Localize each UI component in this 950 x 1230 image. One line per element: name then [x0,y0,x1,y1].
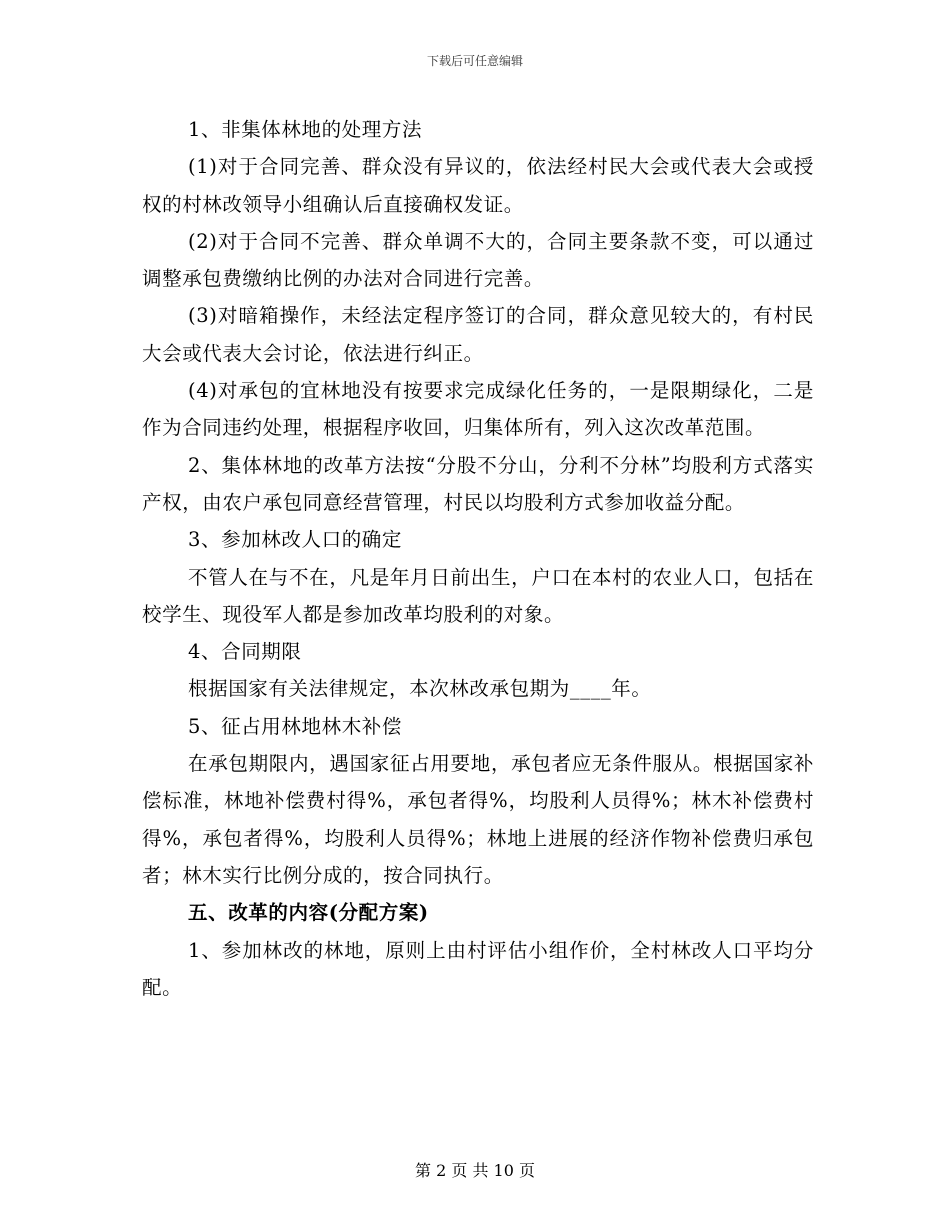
page-footer-number: 第 2 页 共 10 页 [415,1161,535,1180]
heading-non-collective-forest: 1、非集体林地的处理方法 [188,118,423,141]
paragraph-collective-forest-reform: 2、集体林地的改革方法按“分股不分山，分利不分林”均股利方式落实产权，由农户承包同意经营管理，村民以均股利方式参加收益分配。 [142,453,814,514]
heading-contract-term: 4、合同期限 [188,640,302,664]
paragraph-distribution: 1、参加林改的林地，原则上由村评估小组作价，全村林改人口平均分配。 [142,938,814,999]
paragraph-item-4: (4)对承包的宜林地没有按要求完成绿化任务的，一是限期绿化，二是作为合同违约处理，根据程序收回，归集体所有，列入这次改革范围。 [142,379,814,440]
paragraph-item-1: (1)对于合同完善、群众没有异议的，依法经村民大会或代表大会或授权的村林改领导小组确认后直接确权发证。 [142,155,814,216]
section-heading-reform-content: 五、改革的内容(分配方案) [188,901,429,925]
heading-compensation: 5、征占用林地林木补偿 [188,714,403,738]
document-body [142,111,814,1006]
heading-population-determination: 3、参加林改人口的确定 [188,528,403,552]
paragraph-contract-term: 根据国家有关法律规定，本次林改承包期为____年。 [188,677,652,701]
paragraph-population-rules: 不管人在与不在，凡是年月日前出生，户口在本村的农业人口，包括在校学生、现役军人都是参加改革均股利的对象。 [142,565,814,626]
page-header-note: 下载后可任意编辑 [426,54,523,68]
paragraph-compensation: 在承包期限内，遇国家征占用要地，承包者应无条件服从。根据国家补偿标准，林地补偿费村得%，承包者得%，均股利人员得%；林木补偿费村得%，承包者得%，均股利人员得%；林地上进展的经济作物补偿费归承包者；林木实行比例分成的，按合同执行。 [142,752,814,887]
paragraph-item-3: (3)对暗箱操作，未经法定程序签订的合同，群众意见较大的，有村民大会或代表大会讨论，依法进行纠正。 [142,304,814,365]
paragraph-item-2: (2)对于合同不完善、群众单调不大的，合同主要条款不变，可以通过调整承包费缴纳比例的办法对合同进行完善。 [142,229,814,291]
